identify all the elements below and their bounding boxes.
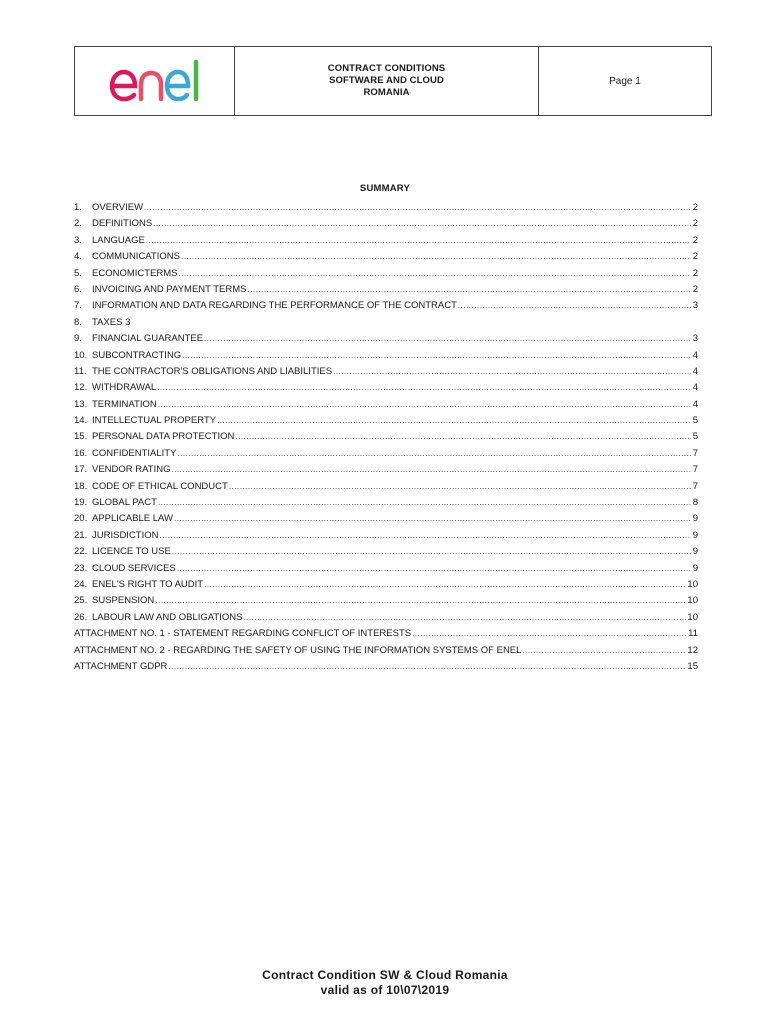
toc-entry-page: 3 bbox=[692, 300, 698, 312]
toc-entry-page: 4 bbox=[692, 365, 698, 377]
toc-entry-page: 10 bbox=[687, 595, 698, 607]
toc-entry[interactable] bbox=[74, 413, 698, 429]
toc-dot-leader bbox=[174, 511, 691, 527]
toc-entry-title: OVERVIEW bbox=[92, 202, 144, 213]
toc-entry-page: 4 bbox=[692, 398, 698, 410]
toc-entry-title: TAXES 3 bbox=[92, 316, 131, 328]
toc-entry-number: 9. bbox=[74, 333, 82, 345]
toc-dot-leader bbox=[168, 659, 686, 675]
toc-entry-number: 3. bbox=[74, 234, 82, 246]
toc-entry[interactable] bbox=[74, 348, 698, 364]
toc-entry-title: ATTACHMENT NO. 1 - STATEMENT REGARDING CONFLICT OF INTERESTS bbox=[74, 628, 412, 640]
toc-entry-title: SUSPENSION bbox=[92, 595, 155, 607]
toc-entry-number: 1. bbox=[74, 202, 82, 213]
toc-entry[interactable] bbox=[74, 200, 698, 216]
toc-entry[interactable] bbox=[74, 233, 698, 249]
toc-entry[interactable] bbox=[74, 659, 698, 675]
toc-entry-number: 12. bbox=[74, 382, 88, 394]
toc-dot-leader bbox=[153, 216, 691, 232]
toc-entry[interactable] bbox=[74, 315, 698, 331]
toc-entry[interactable] bbox=[74, 266, 698, 282]
toc-entry-page: 15 bbox=[687, 660, 698, 672]
toc-entry-title: LABOUR LAW AND OBLIGATIONS bbox=[92, 611, 243, 623]
toc-entry[interactable] bbox=[74, 397, 698, 413]
toc-entry-title: VENDOR RATING bbox=[92, 464, 171, 476]
enel-logo bbox=[95, 56, 215, 106]
toc-entry-title: GLOBAL PACT bbox=[92, 497, 157, 509]
toc-entry-number: 5. bbox=[74, 267, 82, 279]
toc-dot-leader bbox=[158, 397, 691, 413]
toc-entry-title: COMMUNICATIONS bbox=[92, 251, 180, 263]
toc-entry-title: FINANCIAL GUARANTEE bbox=[92, 333, 204, 345]
toc-entry-title: SUBCONTRACTING bbox=[92, 349, 182, 361]
toc-entry-number: 2. bbox=[74, 218, 82, 230]
toc-entry-page: 4 bbox=[692, 349, 698, 361]
toc-entry[interactable] bbox=[74, 282, 698, 298]
toc-entry-page: 11 bbox=[688, 628, 698, 640]
toc-entry[interactable] bbox=[74, 544, 698, 560]
toc-entry-number: 7. bbox=[74, 300, 82, 312]
toc-dot-leader bbox=[412, 626, 687, 642]
toc-entry-title: WITHDRAWAL bbox=[92, 382, 157, 394]
toc-dot-leader bbox=[217, 413, 691, 429]
toc-entry-title: CONFIDENTIALITY bbox=[92, 447, 177, 459]
toc-entry-page: 4 bbox=[692, 382, 698, 394]
toc-entry-number: 24. bbox=[74, 578, 88, 590]
toc-entry-title: ATTACHMENT GDPR bbox=[74, 660, 168, 672]
toc-entry-title: ECONOMICTERMS bbox=[92, 267, 178, 279]
toc-entry-title: DEFINITIONS bbox=[92, 218, 153, 230]
toc-entry[interactable] bbox=[74, 364, 698, 380]
toc-entry-page: 7 bbox=[692, 480, 698, 492]
toc-entry[interactable] bbox=[74, 610, 698, 626]
toc-dot-leader bbox=[160, 528, 692, 544]
toc-entry[interactable] bbox=[74, 495, 698, 511]
toc-dot-leader bbox=[171, 462, 691, 478]
toc-entry-page: 9 bbox=[692, 529, 698, 541]
toc-dot-leader bbox=[177, 561, 691, 577]
toc-entry-number: 19. bbox=[74, 497, 88, 509]
toc-entry-page: 2 bbox=[692, 202, 698, 213]
toc-entry[interactable] bbox=[74, 462, 698, 478]
toc-entry-page: 2 bbox=[692, 283, 698, 295]
toc-dot-leader bbox=[155, 593, 686, 609]
header-title-line-2: SOFTWARE AND CLOUD bbox=[329, 75, 444, 86]
toc-entry-number: 6. bbox=[74, 283, 82, 295]
toc-entry-number: 21. bbox=[74, 529, 88, 541]
toc-entry[interactable] bbox=[74, 446, 698, 462]
toc-entry-page: 2 bbox=[692, 234, 698, 246]
toc-dot-leader bbox=[182, 348, 691, 364]
toc-entry-title: THE CONTRACTOR'S OBLIGATIONS AND LIABILITIES bbox=[92, 365, 333, 377]
toc-entry-number: 14. bbox=[74, 415, 88, 427]
toc-dot-leader bbox=[181, 249, 691, 265]
toc-entry-number: 16. bbox=[74, 447, 88, 459]
toc-entry-number: 18. bbox=[74, 480, 88, 492]
toc-entry[interactable] bbox=[74, 479, 698, 495]
toc-entry-number: 20. bbox=[74, 513, 88, 525]
toc-entry-page: 9 bbox=[692, 513, 698, 525]
toc-entry-title: CLOUD SERVICES bbox=[92, 562, 176, 574]
toc-dot-leader bbox=[229, 479, 691, 495]
toc-entry-page: 5 bbox=[692, 431, 698, 443]
toc-entry-page: 7 bbox=[692, 464, 698, 476]
header-title-line-3: ROMANIA bbox=[363, 87, 410, 98]
toc-dot-leader bbox=[179, 266, 692, 282]
logo-cell bbox=[75, 47, 235, 115]
toc-dot-leader bbox=[204, 331, 691, 347]
document-footer bbox=[0, 968, 770, 998]
toc-entry-page: 10 bbox=[687, 578, 698, 590]
toc-dot-leader bbox=[172, 544, 691, 560]
toc-entry-page: 8 bbox=[692, 497, 698, 509]
toc-entry-number: 11. bbox=[74, 365, 87, 377]
toc-entry[interactable] bbox=[74, 561, 698, 577]
toc-entry[interactable] bbox=[74, 380, 698, 396]
toc-entry-number: 10. bbox=[74, 349, 88, 361]
toc-entry-title: JURISDICTION bbox=[92, 529, 159, 541]
toc-entry-page: 3 bbox=[692, 333, 698, 345]
toc-entry[interactable] bbox=[74, 577, 698, 593]
toc-dot-leader bbox=[458, 298, 691, 314]
toc-entry-title: LANGUAGE bbox=[92, 234, 145, 246]
toc-dot-leader bbox=[248, 282, 692, 298]
toc-entry-number: 26. bbox=[74, 611, 88, 623]
footer-line-1: Contract Condition SW & Cloud Romania bbox=[262, 968, 508, 982]
toc-entry-title: PERSONAL DATA PROTECTION bbox=[92, 431, 235, 443]
summary-title: SUMMARY bbox=[359, 183, 411, 194]
toc-entry-title: LICENCE TO USE bbox=[92, 546, 171, 558]
toc-entry[interactable] bbox=[74, 249, 698, 265]
toc-entry[interactable] bbox=[74, 643, 698, 659]
document-header-table bbox=[74, 46, 712, 116]
header-title-line-1: CONTRACT CONDITIONS bbox=[327, 63, 446, 74]
toc-entry-page: 2 bbox=[692, 267, 698, 279]
toc-entry-title: INTELLECTUAL PROPERTY bbox=[92, 415, 217, 427]
toc-entry-number: 15. bbox=[74, 431, 88, 443]
toc-entry-title: INVOICING AND PAYMENT TERMS bbox=[92, 283, 247, 295]
toc-entry-page: 9 bbox=[692, 562, 698, 574]
toc-entry-page: 2 bbox=[692, 218, 698, 230]
footer-line-2: valid as of 10\07\2019 bbox=[320, 983, 450, 997]
toc-entry[interactable] bbox=[74, 216, 698, 232]
toc-entry-page: 7 bbox=[692, 447, 698, 459]
toc-dot-leader bbox=[158, 495, 691, 511]
header-title-cell bbox=[235, 47, 539, 115]
toc-entry[interactable] bbox=[74, 429, 698, 445]
toc-entry-page: 2 bbox=[692, 251, 698, 263]
toc-entry[interactable] bbox=[74, 593, 698, 609]
toc-entry-number: 13. bbox=[74, 398, 88, 410]
header-page-cell bbox=[539, 47, 711, 115]
toc-dot-leader bbox=[177, 446, 691, 462]
toc-entry-number: 22. bbox=[74, 546, 88, 558]
toc-entry[interactable] bbox=[74, 331, 698, 347]
toc-dot-leader bbox=[243, 610, 686, 626]
toc-dot-leader bbox=[333, 364, 691, 380]
toc-dot-leader bbox=[204, 577, 686, 593]
toc-entry-page: 5 bbox=[692, 415, 698, 427]
toc-dot-leader bbox=[522, 643, 686, 659]
toc-entry-number: 23. bbox=[74, 562, 88, 574]
toc-entry-page: 9 bbox=[692, 546, 698, 558]
toc-entry-page: 12 bbox=[687, 644, 698, 656]
toc-entry-title: TERMINATION bbox=[92, 398, 157, 410]
toc-entry-number: 17. bbox=[74, 464, 88, 476]
toc-entry-title: CODE OF ETHICAL CONDUCT bbox=[92, 480, 228, 492]
table-of-contents bbox=[74, 200, 698, 675]
toc-entry-title: APPLICABLE LAW bbox=[92, 513, 173, 525]
toc-dot-leader bbox=[157, 380, 691, 396]
toc-entry-page: 10 bbox=[687, 611, 698, 623]
toc-entry-title: ENEL'S RIGHT TO AUDIT bbox=[92, 578, 204, 590]
page-number-label: Page 1 bbox=[609, 75, 641, 87]
toc-entry[interactable] bbox=[74, 626, 698, 642]
toc-dot-leader bbox=[235, 429, 691, 445]
toc-entry-title: INFORMATION AND DATA REGARDING THE PERFORMANCE OF THE CONTRACT bbox=[92, 300, 457, 312]
toc-entry[interactable] bbox=[74, 511, 698, 527]
enel-logo-icon bbox=[95, 56, 215, 106]
toc-entry-number: 25. bbox=[74, 595, 88, 607]
toc-dot-leader bbox=[144, 200, 691, 216]
toc-entry-number: 8. bbox=[74, 316, 82, 328]
toc-entry-number: 4. bbox=[74, 251, 82, 263]
toc-entry[interactable] bbox=[74, 528, 698, 544]
toc-entry-title: ATTACHMENT NO. 2 - REGARDING THE SAFETY OF USING THE INFORMATION SYSTEMS OF ENEL bbox=[74, 644, 522, 656]
toc-dot-leader bbox=[146, 233, 691, 249]
toc-entry[interactable] bbox=[74, 298, 698, 314]
